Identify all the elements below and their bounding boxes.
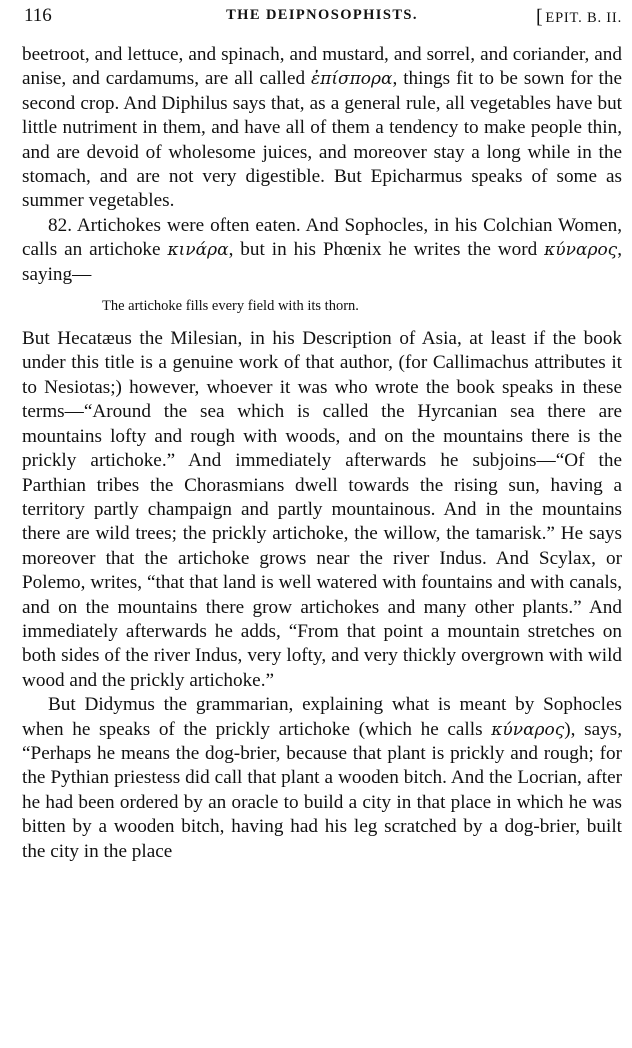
section-label: EPIT. B. II. bbox=[545, 10, 622, 26]
greek-word-kynaros: κύναρος bbox=[544, 240, 618, 261]
paragraph-artichokes bbox=[22, 214, 622, 287]
p1-text-a: beetroot, and lettuce, and spinach, and mustard, and sorrel, and coriander, and anise, and cardamums, are all called bbox=[22, 44, 622, 90]
p2-text-c: , saying— bbox=[22, 239, 622, 285]
running-title: THE DEIPNOSOPHISTS. bbox=[226, 7, 418, 23]
section-bracket: [ bbox=[535, 6, 544, 28]
p1-text-b: , things fit to be sown for the second crop. And Diphilus says that, as a general rule, all vegetables have but little nutriment in them, and have all of them a tendency to make people thin, and are devoid of wholesome juices, and moreover stay a long while in the stomach, and are not very digestible. But Epicharmus speaks of some as summer vegetables. bbox=[22, 68, 622, 212]
page-body bbox=[22, 43, 622, 864]
paragraph-vegetables bbox=[22, 43, 622, 214]
p2-text-a: 82. Artichokes were often eaten. And Sophocles, in his Colchian Women, calls an artichoke bbox=[22, 214, 622, 261]
greek-word-kinara: κινάρα bbox=[167, 240, 229, 261]
greek-word-epispora: ἐπίσπορα bbox=[311, 69, 393, 90]
p2-text-b: , but in his Phœnix he writes the word bbox=[228, 239, 545, 261]
p4-text-a: But Didymus the grammarian, explaining what is meant by Sophocles when he speaks of the prickly artichoke (which he calls bbox=[22, 694, 622, 740]
verse-quotation: The artichoke fills every field with its thorn. bbox=[102, 298, 359, 315]
page-number: 116 bbox=[24, 5, 52, 26]
page-header bbox=[22, 5, 622, 31]
paragraph-didymus bbox=[22, 693, 622, 864]
section-reference bbox=[536, 5, 622, 28]
p4-text-b: ), says, “Perhaps he means the dog-brier, because that plant is prickly and rough; for the Pythian priestess did call that plant a wooden bitch. And the Locrian, after he had been ordered by an oracle to build a city in that place in which he was bitten by a wooden bitch, having had his leg scratched by a dog-brier, built the city in the place bbox=[22, 718, 622, 862]
greek-word-kynaros-2: κύναρος bbox=[491, 719, 565, 740]
paragraph-hecataeus: But Hecatæus the Milesian, in his Description of Asia, at least if the book under this title is a genuine work of that author, (for Callimachus attributes it to Nesiotas;) however, whoever it was who wrote the book speaks in these terms—“Around the sea which is called the Hyrcanian sea there are mountains lofty and rough with woods, and on the mountains there is the prickly artichoke.” And immediately afterwards he subjoins—“Of the Parthian tribes the Chorasmians dwell towards the rising sun, having a territory partly champaign and partly mountainous. And in the mountains there are wild trees; the prickly artichoke, the willow, the tamarisk.” He says moreover that the artichoke grows near the river Indus. And Scylax, or Polemo, writes, “that that land is well watered with fountains and with canals, and on the mountains there grow artichokes and many other plants.” And immediately afterwards he adds, “From that point a mountain stretches on both sides of the river Indus, very lofty, and very thickly overgrown with wild wood and the prickly artichoke.” bbox=[22, 328, 622, 691]
